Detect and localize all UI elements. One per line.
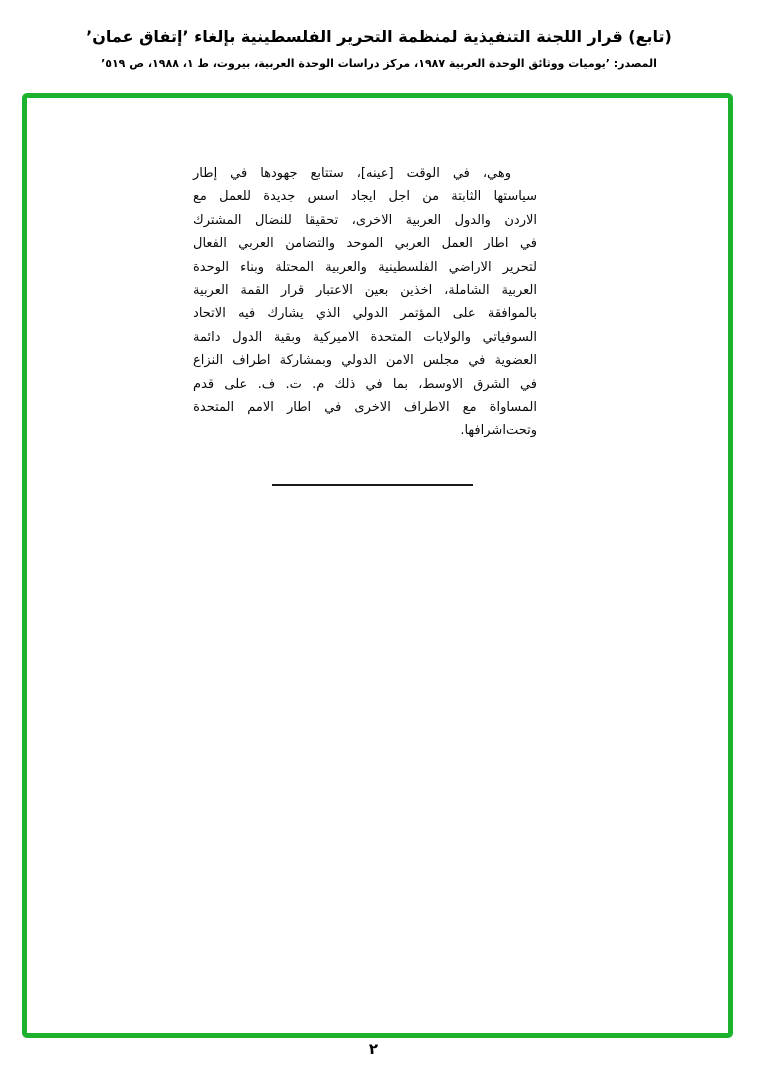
paragraph-line: العضوية في مجلس الامن الدولي وبمشاركة اطراف النزاع: [193, 353, 537, 369]
paragraph-line: لتحرير الاراضي الفلسطينية والعربية المحتلة وبناء الوحدة: [193, 259, 537, 275]
source-citation: المصدر: ’يوميات ووثائق الوحدة العربية ١٩٨٧، مركز دراسات الوحدة العربية، بيروت، ط ١، ١٩٨٨، ص ٥١٩’: [101, 57, 657, 70]
green-border-frame: [22, 93, 733, 1038]
paragraph-line: سياستها الثابتة من اجل ايجاد اسس جديدة للعمل مع: [193, 189, 537, 205]
paragraph-line: في اطار العمل العربي الموحد والتضامن العربي الفعال: [193, 236, 537, 252]
paragraph-line: السوفياتي والولايات المتحدة الاميركية وبقية الدول دائمة: [193, 329, 537, 345]
document-header: [0, 26, 758, 71]
paragraph-line: العربية الشاملة، اخذين بعين الاعتبار قرار القمة العربية: [193, 282, 537, 298]
paragraph-line: في الشرق الاوسط، بما في ذلك م. ت. ف. على قدم: [193, 376, 537, 392]
document-title: (تابع) قرار اللجنة التنفيذية لمنظمة التحرير الفلسطينية بإلغاء ’إتفاق عمان’: [86, 27, 672, 46]
paragraph-line: وتحت اشرافها.: [460, 423, 537, 439]
paragraph-line: بالموافقة على المؤتمر الدولي الذي يشارك فيه الاتحاد: [193, 306, 537, 322]
body-paragraph: [193, 162, 537, 443]
paragraph-line: الاردن والدول العربية الاخرى، تحقيقا للنضال المشترك: [193, 212, 537, 228]
paragraph-line: وهي، في الوقت [عينه]، ستتابع جهودها في إطار: [193, 166, 511, 181]
divider-line: [272, 484, 473, 486]
paragraph-line: المساواة مع الاطراف الاخرى في اطار الامم المتحدة: [193, 399, 537, 415]
page-number: ٢: [368, 1040, 379, 1058]
